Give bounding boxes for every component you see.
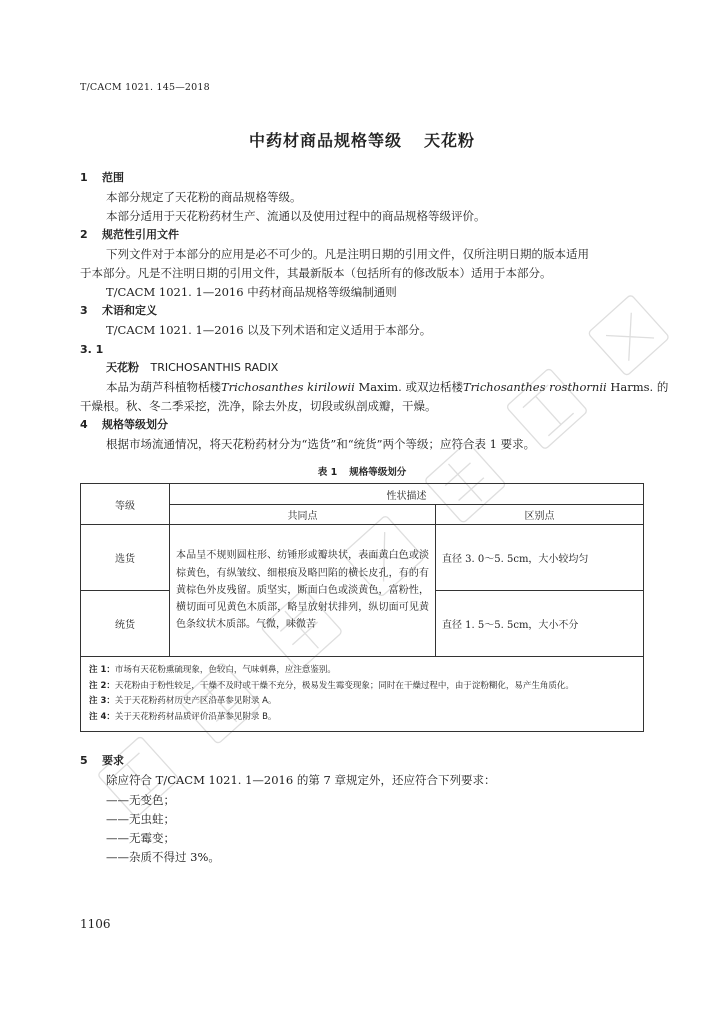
section-3-number: 3 bbox=[80, 304, 88, 317]
section-3-title: 术语和定义 bbox=[102, 304, 157, 317]
table-row bbox=[81, 525, 644, 591]
section-5-heading bbox=[80, 753, 124, 769]
term-latin: TRICHOSANTHIS RADIX bbox=[150, 361, 279, 374]
note-text: 天花粉由于粉性较足，干燥不及时或干燥不充分，极易发生霉变现象；同时在干燥过程中，由于淀粉糊化，易产生角质化。 bbox=[114, 680, 574, 691]
section-5-number: 5 bbox=[80, 754, 88, 767]
table-caption bbox=[0, 464, 724, 478]
list-item: ——无虫蛀； bbox=[106, 812, 175, 826]
table-caption-title: 规格等级划分 bbox=[349, 467, 407, 478]
list-item: ——无变色； bbox=[106, 793, 175, 807]
def-text-1: 本品为葫芦科植物栝楼 bbox=[106, 380, 221, 394]
note-label: 注 4： bbox=[89, 711, 115, 722]
grade-cell: 选货 bbox=[81, 525, 170, 591]
section-5-para-1: 除应符合 T/CACM 1021. 1—2016 的第 7 章规定外，还应符合下列要求： bbox=[106, 773, 496, 787]
table-notes-row bbox=[81, 657, 644, 732]
table-caption-number: 表 1 bbox=[317, 467, 338, 478]
note-1 bbox=[89, 663, 635, 679]
note-4 bbox=[89, 710, 635, 726]
grade-cell: 统货 bbox=[81, 591, 170, 657]
def-text-2: Maxim. 或双边栝楼 bbox=[358, 380, 463, 394]
section-1-para-2: 本部分适用于天花粉药材生产、流通以及使用过程中的商品规格等级评价。 bbox=[106, 209, 486, 223]
header-diff: 区别点 bbox=[436, 505, 644, 525]
section-1-heading bbox=[80, 170, 124, 186]
section-2-number: 2 bbox=[80, 228, 88, 241]
note-label: 注 3： bbox=[89, 696, 115, 706]
diff-cell: 直径 1. 5～5. 5cm，大小不分 bbox=[436, 591, 644, 657]
header-description: 性状描述 bbox=[170, 484, 644, 505]
term-definition-line-2: 干燥根。秋、冬二季采挖，洗净，除去外皮，切段或纵剖成瓣，干燥。 bbox=[80, 399, 437, 413]
note-text: 关于天花粉药材品质评价沿革参见附录 B。 bbox=[114, 711, 277, 722]
section-1-para-1: 本部分规定了天花粉的商品规格等级。 bbox=[106, 190, 302, 204]
table-header-row bbox=[81, 484, 644, 505]
term-chinese: 天花粉 bbox=[106, 361, 139, 374]
section-2-reference: T/CACM 1021. 1—2016 中药材商品规格等级编制通则 bbox=[106, 285, 397, 299]
grade-table bbox=[80, 483, 644, 732]
section-3-para-1: T/CACM 1021. 1—2016 以及下列术语和定义适用于本部分。 bbox=[106, 323, 432, 337]
header-grade: 等级 bbox=[81, 484, 170, 525]
section-3-1-number: 3. 1 bbox=[80, 343, 104, 356]
common-description-cell: 本品呈不规则圆柱形、纺锤形或瓣块状，表面黄白色或淡棕黄色，有纵皱纹、细根痕及略凹陷的横长皮孔，有的有黄棕色外皮残留。质坚实，断面白色或淡黄色，富粉性，横切面可见黄色木质部，略呈放射状排列，纵切面可见黄色条纹状木质部。气微，味微苦 bbox=[170, 525, 436, 657]
note-2 bbox=[89, 679, 635, 695]
def-text-3: Harms. 的 bbox=[610, 380, 669, 394]
title-herb: 天花粉 bbox=[424, 131, 476, 150]
note-text: 关于天花粉药材历史产区沿革参见附录 A。 bbox=[114, 696, 277, 706]
section-1-title: 范围 bbox=[102, 171, 124, 184]
document-title bbox=[0, 128, 724, 151]
note-label: 注 1： bbox=[89, 665, 115, 675]
section-2-title: 规范性引用文件 bbox=[102, 228, 179, 241]
def-latin-2: Trichosanthes rosthornii bbox=[462, 380, 607, 394]
term-heading bbox=[106, 360, 278, 376]
section-2-heading bbox=[80, 227, 179, 243]
header-common: 共同点 bbox=[170, 505, 436, 525]
diff-cell: 直径 3. 0～5. 5cm，大小较均匀 bbox=[436, 525, 644, 591]
section-2-para-1a: 下列文件对于本部分的应用是必不可少的。凡是注明日期的引用文件，仅所注明日期的版本适用 bbox=[106, 247, 589, 261]
page-number: 1106 bbox=[80, 917, 111, 931]
note-label: 注 2： bbox=[89, 680, 115, 691]
list-item: ——杂质不得过 3%。 bbox=[106, 850, 220, 864]
section-4-para-1: 根据市场流通情况，将天花粉药材分为“选货”和“统货”两个等级；应符合表 1 要求。 bbox=[106, 437, 536, 451]
table-notes bbox=[81, 657, 644, 732]
title-main: 中药材商品规格等级 bbox=[248, 131, 402, 150]
section-3-heading bbox=[80, 303, 157, 319]
section-4-number: 4 bbox=[80, 418, 88, 431]
section-1-number: 1 bbox=[80, 171, 88, 184]
list-item: ——无霉变； bbox=[106, 831, 175, 845]
note-text: 市场有天花粉熏硫现象，色较白，气味刺鼻，应注意鉴别。 bbox=[114, 665, 336, 675]
section-4-heading bbox=[80, 417, 168, 433]
section-2-para-1b: 于本部分。凡是不注明日期的引用文件，其最新版本（包括所有的修改版本）适用于本部分。 bbox=[80, 266, 552, 280]
section-5-title: 要求 bbox=[102, 754, 124, 767]
term-definition-line-1 bbox=[106, 379, 669, 395]
standard-code: T/CACM 1021. 145—2018 bbox=[80, 82, 210, 93]
section-4-title: 规格等级划分 bbox=[102, 418, 168, 431]
def-latin-1: Trichosanthes kirilowii bbox=[221, 380, 355, 394]
note-3 bbox=[89, 694, 635, 710]
